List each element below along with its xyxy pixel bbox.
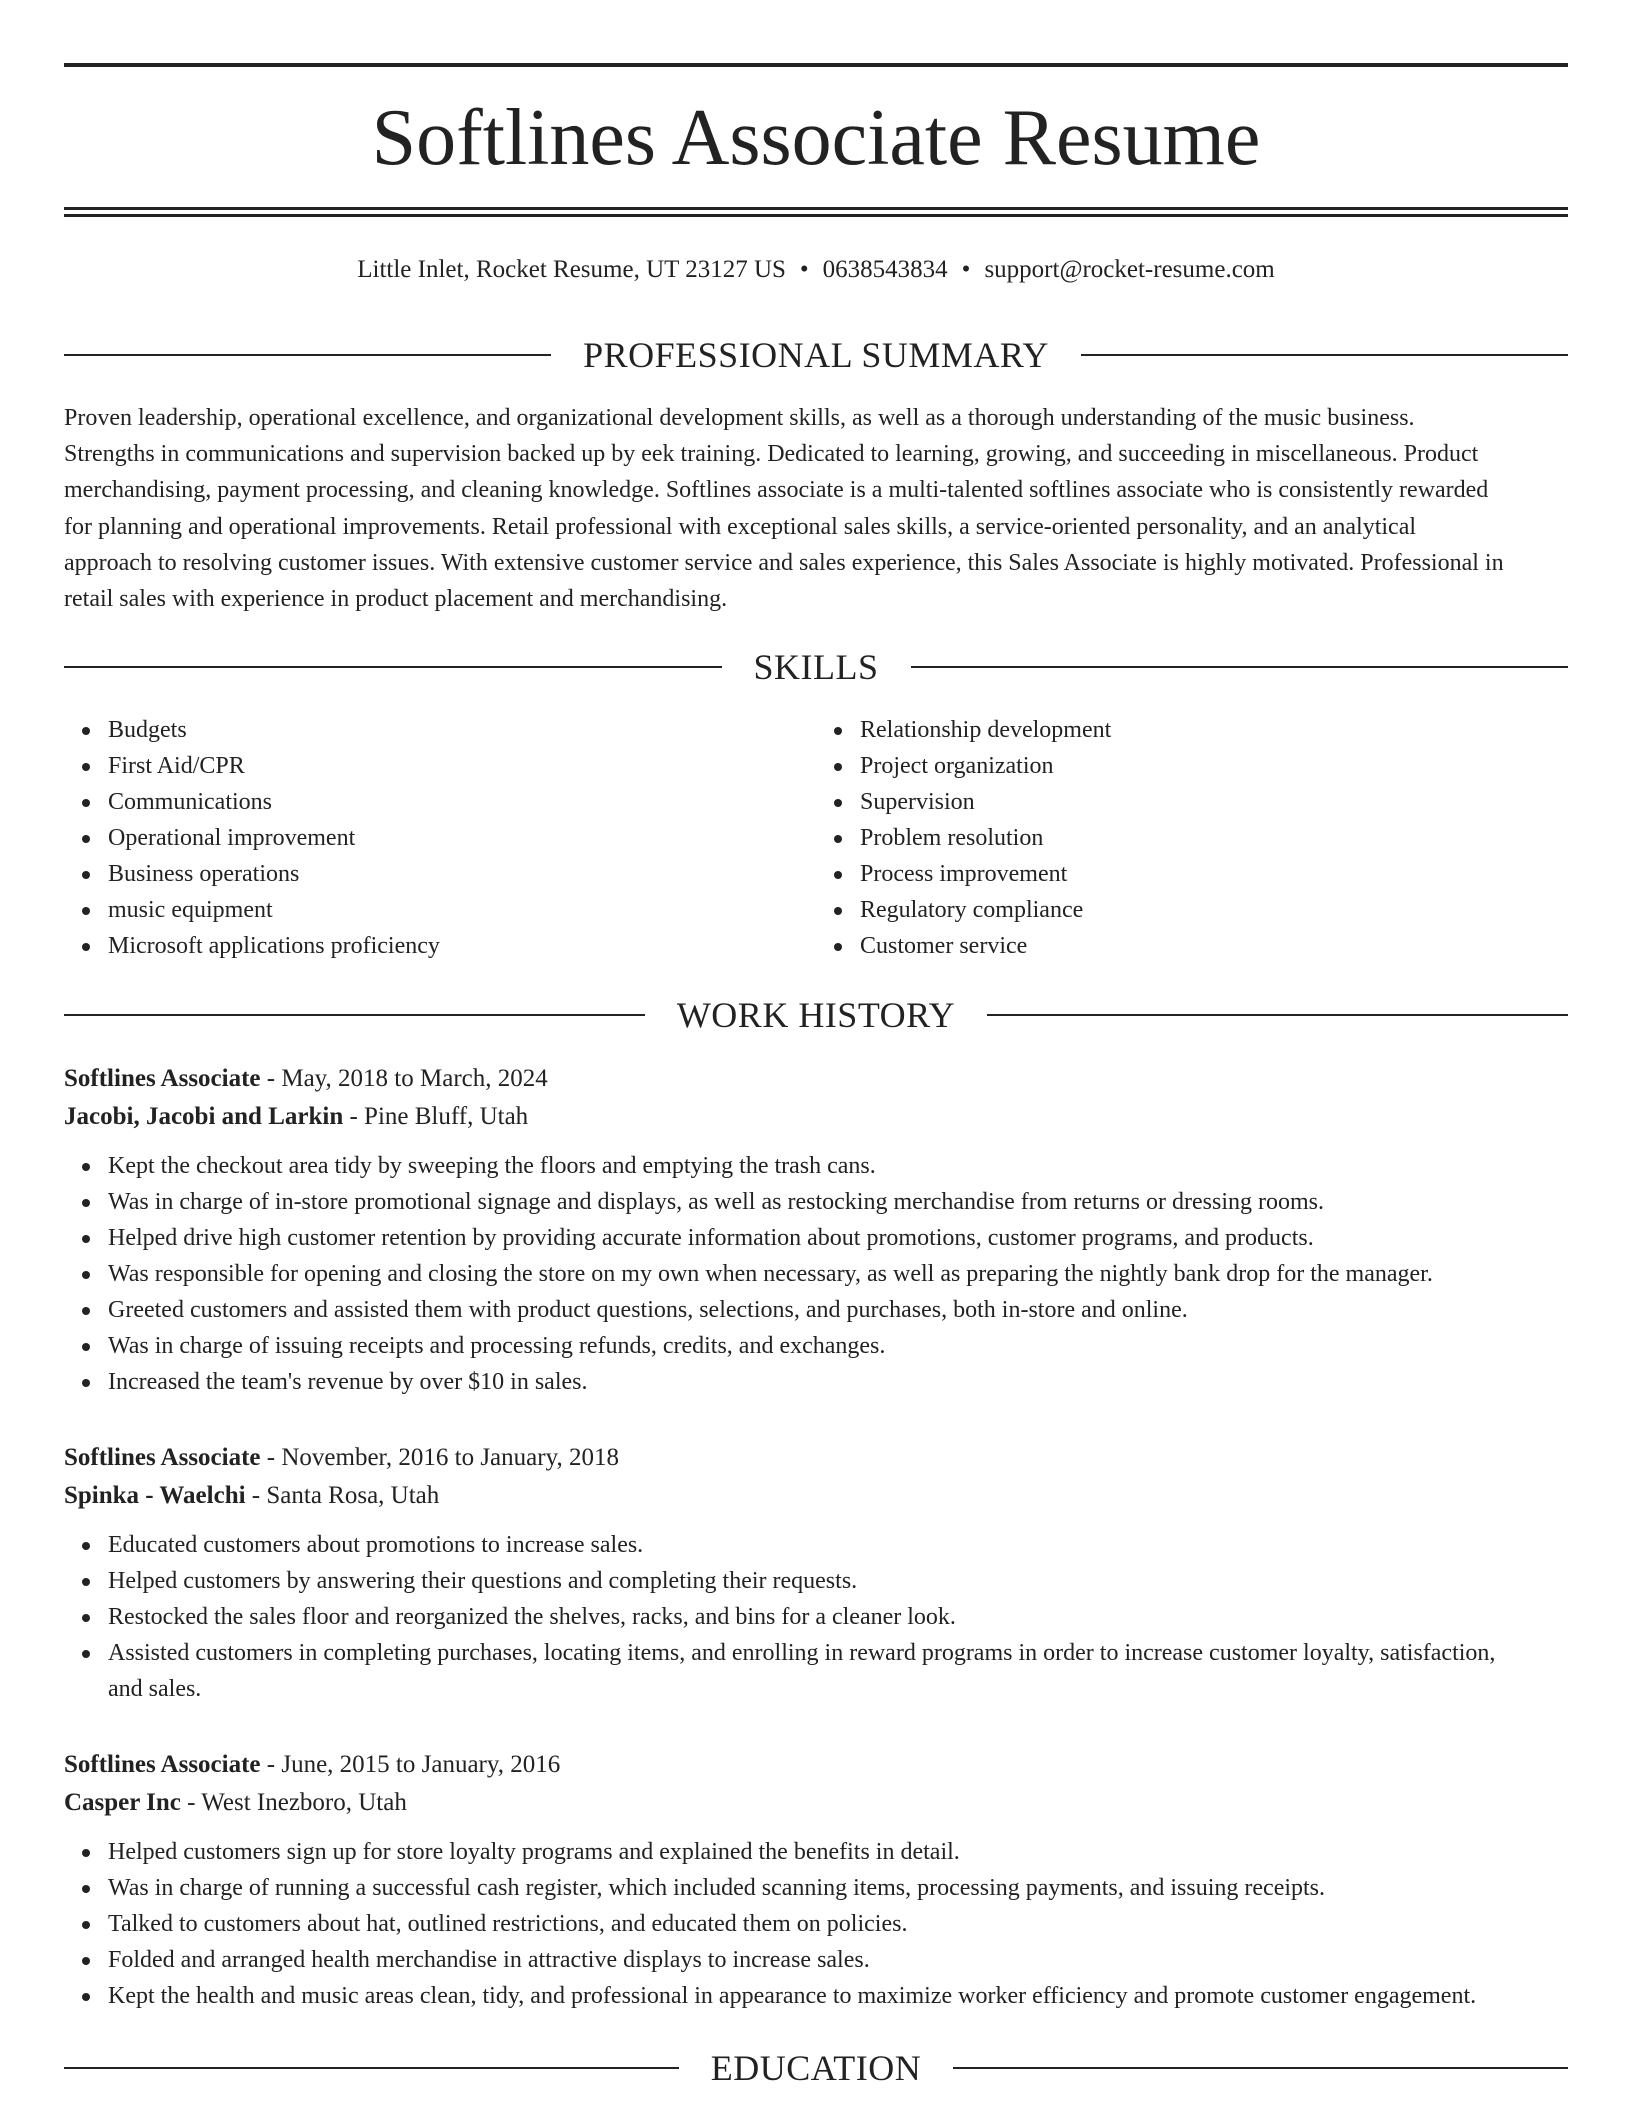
job-company-line — [64, 1477, 1568, 1515]
job-title: Softlines Associate — [64, 1751, 261, 1778]
skill-item: Microsoft applications proficiency — [108, 928, 816, 964]
skill-item: Communications — [108, 784, 816, 820]
skill-item: Budgets — [108, 712, 816, 748]
contact-phone[interactable]: 0638543834 — [822, 256, 948, 283]
section-header-work-history — [64, 993, 1568, 1037]
skills-column-left — [64, 712, 816, 964]
summary-line: approach to resolving customer issues. With extensive customer service and sales experience, this Sales Associate is highly motivated. Professional in — [64, 549, 1504, 576]
job-entry — [64, 1060, 1568, 1400]
contact-separator: • — [799, 256, 809, 283]
job-dates: - June, 2015 to January, 2016 — [260, 1751, 561, 1778]
job-bullet: Was in charge of issuing receipts and processing refunds, credits, and exchanges. — [108, 1328, 1568, 1364]
job-bullet: Educated customers about promotions to increase sales. — [108, 1527, 1568, 1563]
skill-item: Business operations — [108, 856, 816, 892]
job-location: - Santa Rosa, Utah — [245, 1482, 440, 1509]
section-header-education — [64, 2046, 1568, 2090]
job-bullet: Kept the checkout area tidy by sweeping the floors and emptying the trash cans. — [108, 1148, 1568, 1184]
job-bullet-continuation: and sales. — [108, 1676, 202, 1702]
section-rule — [64, 666, 722, 668]
contact-address: Little Inlet, Rocket Resume, UT 23127 US — [357, 256, 786, 283]
resume-title: Softlines Associate Resume — [371, 94, 1261, 182]
section-title: PROFESSIONAL SUMMARY — [583, 335, 1049, 375]
section-rule — [953, 2067, 1568, 2069]
summary-line: merchandising, payment processing, and cleaning knowledge. Softlines associate is a multi-talented softlines associate who is consistently rewarded — [64, 477, 1489, 504]
job-dates: - November, 2016 to January, 2018 — [260, 1444, 619, 1471]
job-company-line — [64, 1098, 1568, 1136]
section-header-skills — [64, 645, 1568, 689]
skill-item: Customer service — [860, 928, 1568, 964]
contact-separator: • — [961, 256, 971, 283]
job-title: Softlines Associate — [64, 1444, 261, 1471]
section-rule — [64, 354, 551, 356]
job-company: Spinka - Waelchi — [64, 1482, 246, 1509]
job-title: Softlines Associate — [64, 1065, 261, 1092]
section-rule — [64, 1014, 645, 1016]
job-bullet: Kept the health and music areas clean, tidy, and professional in appearance to maximize worker efficiency and promote customer engagement. — [108, 1978, 1568, 2014]
job-bullet: Helped drive high customer retention by providing accurate information about promotions, customer programs, and products. — [108, 1220, 1568, 1256]
job-bullet: Talked to customers about hat, outlined restrictions, and educated them on policies. — [108, 1906, 1568, 1942]
job-title-line — [64, 1439, 1568, 1477]
job-bullet: Helped customers by answering their questions and completing their requests. — [108, 1563, 1568, 1599]
job-bullet: Greeted customers and assisted them with product questions, selections, and purchases, both in-store and online. — [108, 1292, 1568, 1328]
top-rule — [64, 63, 1568, 67]
job-bullet: Folded and arranged health merchandise in attractive displays to increase sales. — [108, 1942, 1568, 1978]
summary-line: for planning and operational improvements. Retail professional with exceptional sales skills, a service-oriented personality, and an analytical — [64, 513, 1417, 540]
summary-line: Strengths in communications and supervision backed up by eek training. Dedicated to learning, growing, and succeeding in miscellaneous. Product — [64, 441, 1479, 468]
job-bullets — [64, 1834, 1568, 2014]
summary-line: Proven leadership, operational excellence, and organizational development skills, as well as a thorough understanding of the music business. — [64, 405, 1415, 431]
job-title-line — [64, 1060, 1568, 1098]
section-rule — [911, 666, 1569, 668]
job-entry — [64, 1439, 1568, 1707]
job-bullet: Helped customers sign up for store loyalty programs and explained the benefits in detail. — [108, 1834, 1568, 1870]
job-bullet: Was in charge of running a successful cash register, which included scanning items, processing payments, and issuing receipts. — [108, 1870, 1568, 1906]
skill-item: First Aid/CPR — [108, 748, 816, 784]
job-bullet: Increased the team's revenue by over $10 in sales. — [108, 1364, 1568, 1400]
section-rule — [1081, 354, 1568, 356]
job-title-line — [64, 1746, 1568, 1784]
job-company: Casper Inc — [64, 1789, 181, 1816]
skill-item: Operational improvement — [108, 820, 816, 856]
skill-item: Project organization — [860, 748, 1568, 784]
job-bullets — [64, 1148, 1568, 1400]
section-header-summary — [64, 333, 1568, 377]
summary-line: retail sales with experience in product placement and merchandising. — [64, 586, 728, 613]
job-company-line — [64, 1784, 1568, 1822]
title-double-rule — [64, 207, 1568, 217]
summary-paragraph — [64, 400, 1568, 617]
job-bullet: Was in charge of in-store promotional signage and displays, as well as restocking merchandise from returns or dressing rooms. — [108, 1184, 1568, 1220]
job-location: - West Inezboro, Utah — [180, 1789, 407, 1816]
section-title: SKILLS — [753, 647, 879, 687]
job-dates: - May, 2018 to March, 2024 — [260, 1065, 548, 1092]
job-bullet: Restocked the sales floor and reorganized the shelves, racks, and bins for a cleaner look. — [108, 1599, 1568, 1635]
job-bullet: Was responsible for opening and closing the store on my own when necessary, as well as preparing the nightly bank drop for the manager. — [108, 1256, 1568, 1292]
job-entry — [64, 1746, 1568, 2014]
skill-item: Supervision — [860, 784, 1568, 820]
skill-item: music equipment — [108, 892, 816, 928]
job-company: Jacobi, Jacobi and Larkin — [64, 1103, 344, 1130]
skill-item: Relationship development — [860, 712, 1568, 748]
contact-line — [64, 253, 1568, 287]
section-rule — [987, 1014, 1568, 1016]
job-bullets — [64, 1527, 1568, 1707]
skill-item: Regulatory compliance — [860, 892, 1568, 928]
skills-column-right — [816, 712, 1568, 964]
job-location: - Pine Bluff, Utah — [343, 1103, 529, 1130]
section-title: WORK HISTORY — [676, 995, 956, 1035]
skill-item: Process improvement — [860, 856, 1568, 892]
section-title: EDUCATION — [710, 2048, 922, 2088]
skill-item: Problem resolution — [860, 820, 1568, 856]
job-bullet: Assisted customers in completing purchases, locating items, and enrolling in reward programs in order to increase customer loyalty, satisfaction, — [108, 1635, 1568, 1671]
skills-list — [64, 712, 1568, 964]
section-rule — [64, 2067, 679, 2069]
contact-email[interactable]: support@rocket-resume.com — [984, 256, 1275, 283]
